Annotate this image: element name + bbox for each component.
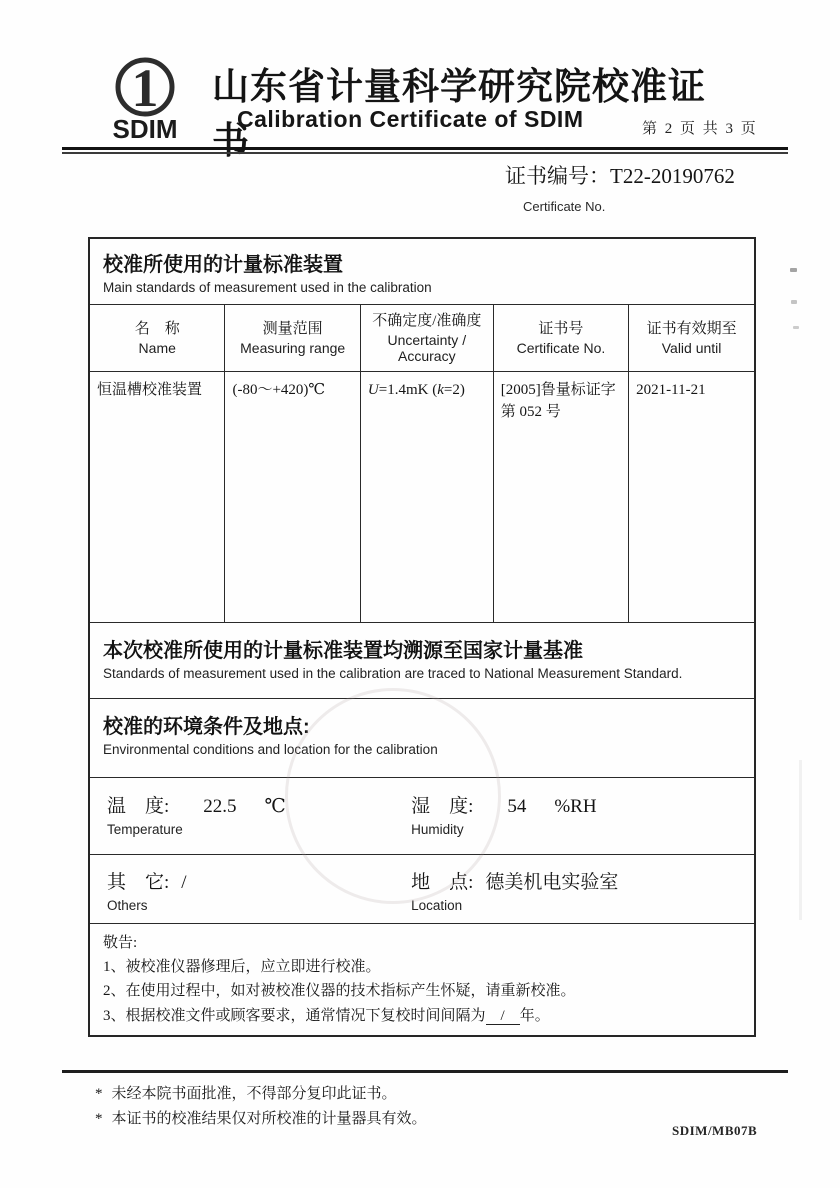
- notice-item-3-suffix: 年。: [519, 1007, 550, 1024]
- others-label-en: Others: [107, 898, 148, 914]
- notice-item-1: 1、被校准仪器修理后，应立即进行校准。: [103, 959, 381, 976]
- cell-uncertainty: [361, 372, 494, 622]
- environment-title-zh: 校准的环境条件及地点:: [103, 716, 310, 739]
- humidity-label-en: Humidity: [411, 822, 464, 838]
- col-header-valid: [629, 305, 754, 371]
- certificate-number-label: 证书编号：: [505, 164, 610, 188]
- col-header-uncertainty-en: Uncertainty / Accuracy: [387, 331, 467, 364]
- temperature-unit: ℃: [264, 796, 286, 818]
- logo-text: SDIM: [112, 114, 178, 142]
- faint-stamp-mark: [285, 688, 501, 904]
- col-header-name-zh: 名 称: [134, 321, 180, 338]
- notice-item-3: [103, 1004, 741, 1028]
- traceability-section: [90, 623, 754, 699]
- cell-range: (-80～+420)℃: [225, 372, 360, 622]
- location-label: 地 点:: [411, 872, 474, 894]
- others-value: /: [181, 872, 187, 894]
- col-header-name-en: Name: [138, 339, 176, 356]
- footer-note-2: [95, 1107, 427, 1128]
- coverage-factor-value: =2): [443, 382, 465, 399]
- cell-name: 恒温槽校准装置: [90, 372, 225, 622]
- col-header-range: [225, 305, 360, 371]
- location-value: 德美机电实验室: [485, 872, 619, 894]
- traceability-zh: 本次校准所使用的计量标准装置均溯源至国家计量基准: [103, 639, 583, 662]
- col-header-certno-en: Certificate No.: [516, 339, 606, 356]
- footer-bullet-1: *: [95, 1086, 103, 1102]
- standards-section-title: [90, 239, 754, 305]
- coverage-factor-symbol: k: [437, 382, 444, 399]
- cert-no-line1: [2005]鲁量标证字: [500, 382, 616, 399]
- header-divider: [62, 147, 788, 154]
- scan-speck: [791, 300, 797, 304]
- col-header-valid-en: Valid until: [661, 339, 722, 356]
- cell-valid-until: 2021-11-21: [636, 382, 706, 399]
- others-label: 其 它:: [107, 872, 170, 894]
- standards-data-row: [90, 372, 754, 623]
- page-title-en: Calibration Certificate of SDIM: [237, 106, 584, 132]
- standards-table: [88, 237, 756, 1037]
- uncertainty-symbol: U: [367, 382, 379, 399]
- page-number: 第 2 页 共 3 页: [642, 121, 758, 137]
- col-header-certno: [494, 305, 629, 371]
- footer-note-2-text: 本证书的校准结果仅对所校准的计量器具有效。: [111, 1111, 427, 1127]
- standards-title-en: Main standards of measurement used in the calibration: [103, 280, 432, 295]
- col-header-range-zh: 测量范围: [262, 321, 323, 338]
- cert-no-line2: 第 052 号: [500, 403, 561, 420]
- col-header-range-en: Measuring range: [240, 339, 346, 356]
- scan-edge-shadow: [799, 760, 802, 920]
- certificate-number-value: T22-20190762: [610, 164, 735, 188]
- humidity-value: 54: [507, 796, 527, 818]
- traceability-en: Standards of measurement used in the calibration are traced to National Measurement Standard.: [103, 665, 683, 681]
- col-header-name: [90, 305, 225, 371]
- footer-note-1-text: 未经本院书面批准，不得部分复印此证书。: [111, 1086, 397, 1102]
- temperature-label: 温 度:: [107, 796, 170, 818]
- page-title: 山东省计量科学研究院校准证书: [212, 67, 706, 162]
- sdim-logo-icon: [92, 48, 204, 147]
- col-header-uncertainty: [361, 305, 494, 371]
- cell-certificate-no: [494, 372, 629, 622]
- col-header-certno-zh: 证书号: [538, 321, 584, 338]
- logo-graphic: [92, 48, 204, 142]
- standards-title-zh: 校准所使用的计量标准装置: [103, 254, 343, 276]
- notice-title: 敬告:: [103, 934, 138, 951]
- temperature-value: 22.5: [203, 796, 237, 818]
- humidity-label: 湿 度:: [411, 796, 474, 818]
- uncertainty-value: =1.4mK (: [378, 382, 438, 399]
- col-header-uncertainty-zh: 不确定度/准确度: [372, 313, 482, 330]
- standards-header-row: [90, 305, 754, 372]
- certificate-number-label-en: Certificate No.: [523, 199, 606, 214]
- notice-item-2: 2、在使用过程中，如对被校准仪器的技术指标产生怀疑，请重新校准。: [103, 983, 576, 1000]
- certificate-number-line: [505, 160, 735, 190]
- environment-title-en: Environmental conditions and location for the calibration: [103, 742, 438, 758]
- scan-speck: [793, 326, 799, 329]
- scan-speck: [790, 268, 797, 272]
- footer-divider: [62, 1070, 788, 1073]
- notice-section: [90, 924, 754, 1035]
- temperature-label-en: Temperature: [107, 822, 183, 838]
- logo-numeral: 1: [131, 58, 159, 118]
- col-header-valid-zh: 证书有效期至: [646, 321, 737, 338]
- recalibration-interval-value: /: [486, 1008, 520, 1026]
- location-label-en: Location: [411, 898, 463, 914]
- footer-bullet-2: *: [95, 1111, 103, 1127]
- form-code: SDIM/MB07B: [672, 1123, 758, 1138]
- footer-note-1: [95, 1082, 397, 1103]
- notice-item-3-prefix: 3、根据校准文件或顾客要求，通常情况下复校时间间隔为: [103, 1007, 486, 1024]
- humidity-unit: %RH: [554, 796, 597, 818]
